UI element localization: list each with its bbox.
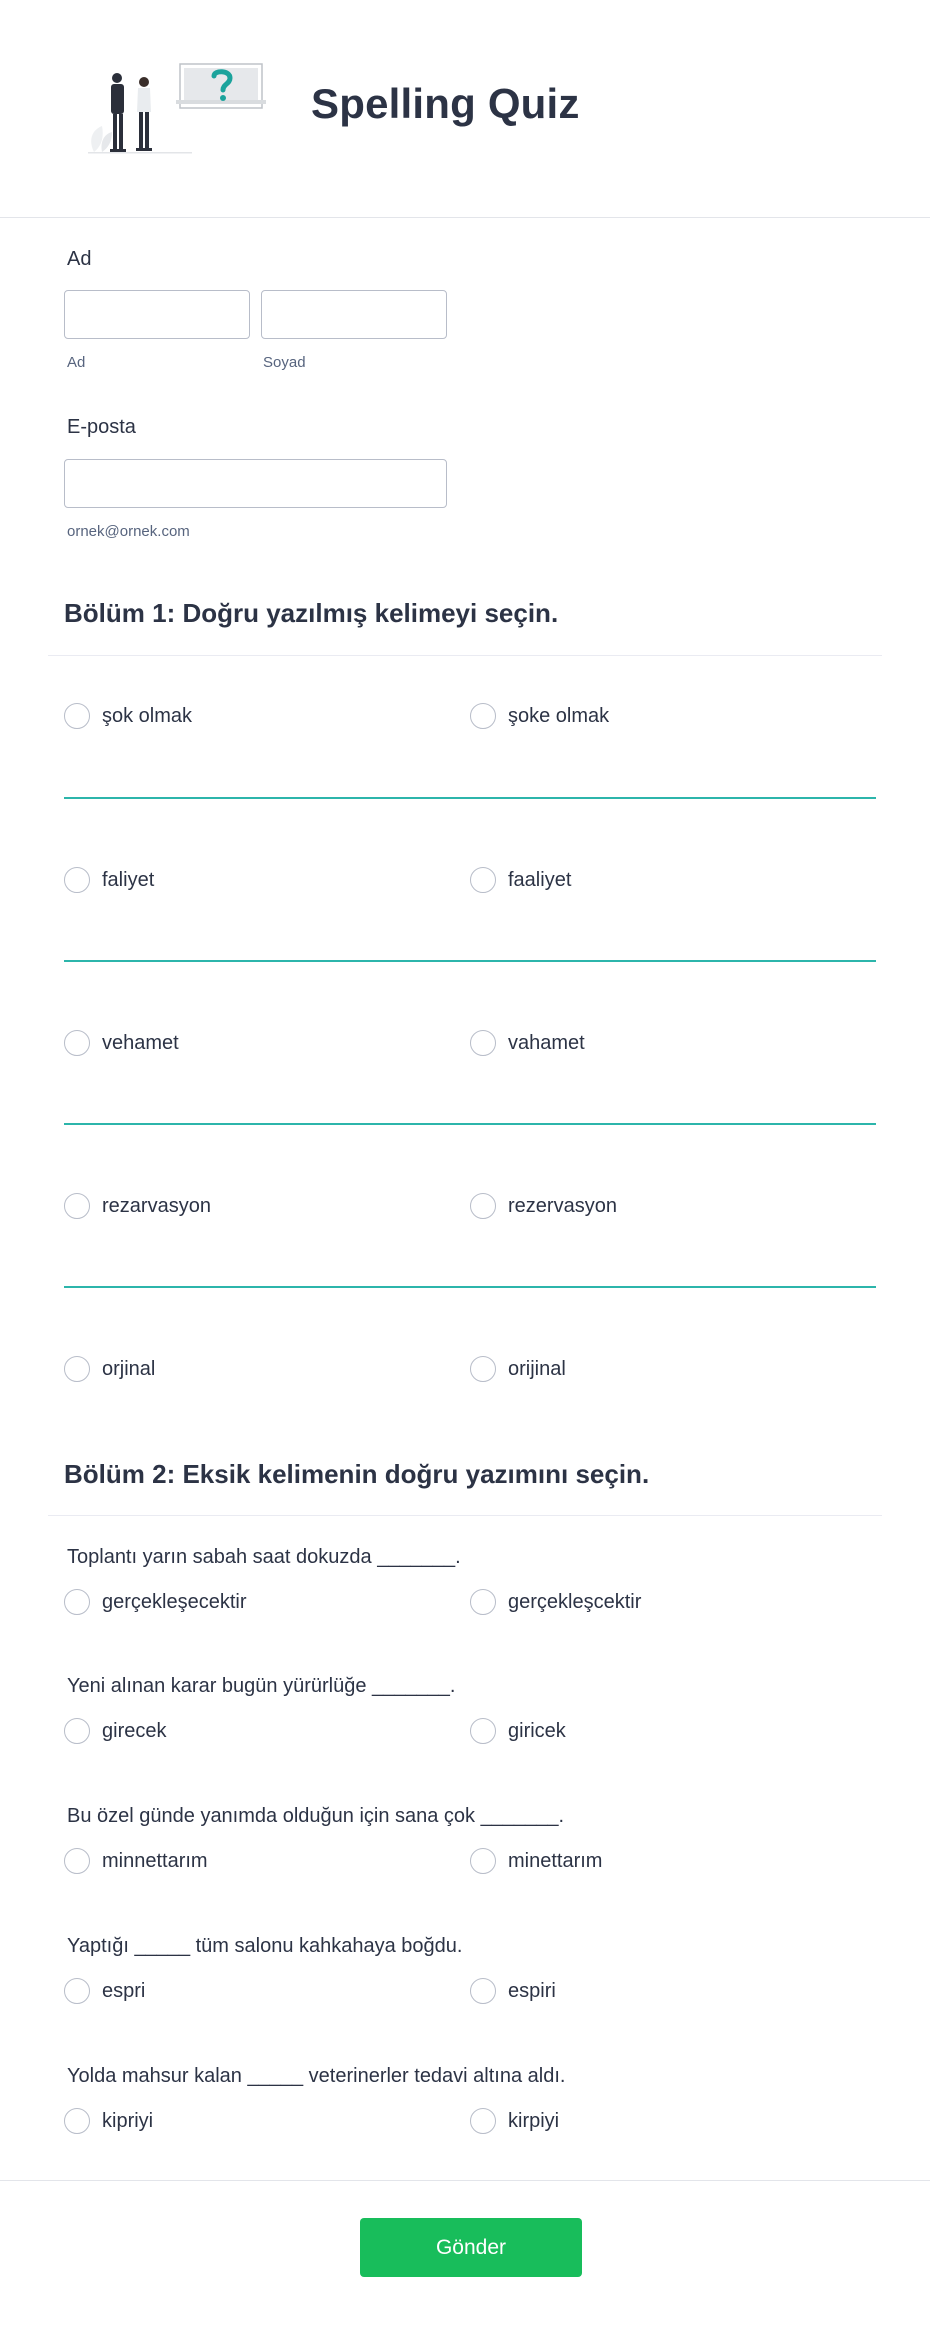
option-label: rezarvasyon xyxy=(102,1194,211,1217)
radio-button[interactable] xyxy=(64,1193,90,1219)
section2-heading: Bölüm 2: Eksik kelimenin doğru yazımını seçin. xyxy=(64,1459,650,1489)
option-girecek[interactable] xyxy=(64,1717,166,1745)
question-text: Bu özel günde yanımda olduğun için sana çok _______. xyxy=(67,1805,565,1827)
option-gerceklescektir[interactable] xyxy=(470,1588,641,1616)
option-rezarvasyon[interactable] xyxy=(64,1192,211,1220)
option-label: vehamet xyxy=(102,1031,179,1054)
section1-heading: Bölüm 1: Doğru yazılmış kelimeyi seçin. xyxy=(64,598,559,628)
option-sok-olmak[interactable] xyxy=(64,702,192,730)
option-minnettarim[interactable] xyxy=(64,1847,208,1875)
option-espiri[interactable] xyxy=(470,1977,556,2005)
section2-rule xyxy=(48,1515,882,1516)
option-label: minnettarım xyxy=(102,1849,208,1872)
option-label: gerçekleşecektir xyxy=(102,1590,247,1613)
radio-button[interactable] xyxy=(470,1718,496,1744)
radio-button[interactable] xyxy=(64,1030,90,1056)
option-vehamet[interactable] xyxy=(64,1029,179,1057)
radio-button[interactable] xyxy=(64,867,90,893)
radio-button[interactable] xyxy=(64,1356,90,1382)
option-soke-olmak[interactable] xyxy=(470,702,609,730)
radio-button[interactable] xyxy=(64,1978,90,2004)
last-name-sublabel: Soyad xyxy=(263,354,306,371)
name-field-label: Ad xyxy=(67,248,92,270)
option-label: orjinal xyxy=(102,1357,156,1380)
option-orijinal[interactable] xyxy=(470,1355,566,1383)
first-name-sublabel: Ad xyxy=(67,354,86,371)
question-divider xyxy=(64,797,876,799)
option-giricek[interactable] xyxy=(470,1717,566,1745)
submit-button[interactable]: Gönder xyxy=(360,2218,582,2277)
option-orjinal[interactable] xyxy=(64,1355,155,1383)
radio-button[interactable] xyxy=(470,867,496,893)
email-input[interactable] xyxy=(64,459,447,508)
option-label: girecek xyxy=(102,1719,167,1742)
option-espri[interactable] xyxy=(64,1977,145,2005)
option-label: vahamet xyxy=(508,1031,585,1054)
option-label: şok olmak xyxy=(102,704,193,727)
quiz-illustration xyxy=(84,60,274,160)
option-label: giricek xyxy=(508,1719,566,1742)
radio-button[interactable] xyxy=(470,1193,496,1219)
option-label: minettarım xyxy=(508,1849,603,1872)
page-title: Spelling Quiz xyxy=(311,80,580,127)
last-name-input[interactable] xyxy=(261,290,447,339)
option-label: şoke olmak xyxy=(508,704,610,727)
question-text: Yolda mahsur kalan _____ veterinerler tedavi altına aldı. xyxy=(67,2065,566,2087)
option-label: kipriyi xyxy=(102,2109,154,2132)
section1-rule xyxy=(48,655,882,656)
radio-button[interactable] xyxy=(64,703,90,729)
radio-button[interactable] xyxy=(64,2108,90,2134)
radio-button[interactable] xyxy=(470,1848,496,1874)
question-text: Yaptığı _____ tüm salonu kahkahaya boğdu. xyxy=(67,1935,463,1957)
option-minettarim[interactable] xyxy=(470,1847,602,1875)
email-field-label: E-posta xyxy=(67,416,136,438)
option-kipriyi[interactable] xyxy=(64,2107,153,2135)
option-label: gerçekleşcektir xyxy=(508,1590,642,1613)
radio-button[interactable] xyxy=(64,1589,90,1615)
option-label: kirpiyi xyxy=(508,2109,560,2132)
email-sublabel: ornek@ornek.com xyxy=(67,523,190,540)
radio-button[interactable] xyxy=(470,1030,496,1056)
option-label: espiri xyxy=(508,1979,556,2002)
option-rezervasyon[interactable] xyxy=(470,1192,617,1220)
radio-button[interactable] xyxy=(470,2108,496,2134)
option-kirpiyi[interactable] xyxy=(470,2107,559,2135)
question-text: Yeni alınan karar bugün yürürlüğe _______. xyxy=(67,1675,456,1697)
option-vahamet[interactable] xyxy=(470,1029,585,1057)
radio-button[interactable] xyxy=(64,1848,90,1874)
option-label: orijinal xyxy=(508,1357,566,1380)
footer-rule xyxy=(0,2180,930,2181)
option-label: rezervasyon xyxy=(508,1194,617,1217)
radio-button[interactable] xyxy=(470,1589,496,1615)
option-label: espri xyxy=(102,1979,146,2002)
radio-button[interactable] xyxy=(470,1356,496,1382)
first-name-input[interactable] xyxy=(64,290,250,339)
form-header xyxy=(0,0,930,218)
option-gerceklesecektir[interactable] xyxy=(64,1588,247,1616)
option-label: faaliyet xyxy=(508,868,572,891)
radio-button[interactable] xyxy=(64,1718,90,1744)
question-divider xyxy=(64,960,876,962)
option-faaliyet[interactable] xyxy=(470,866,571,894)
question-text: Toplantı yarın sabah saat dokuzda _______. xyxy=(67,1546,461,1568)
option-label: faliyet xyxy=(102,868,155,891)
question-divider xyxy=(64,1286,876,1288)
radio-button[interactable] xyxy=(470,703,496,729)
radio-button[interactable] xyxy=(470,1978,496,2004)
option-faliyet[interactable] xyxy=(64,866,154,894)
question-divider xyxy=(64,1123,876,1125)
